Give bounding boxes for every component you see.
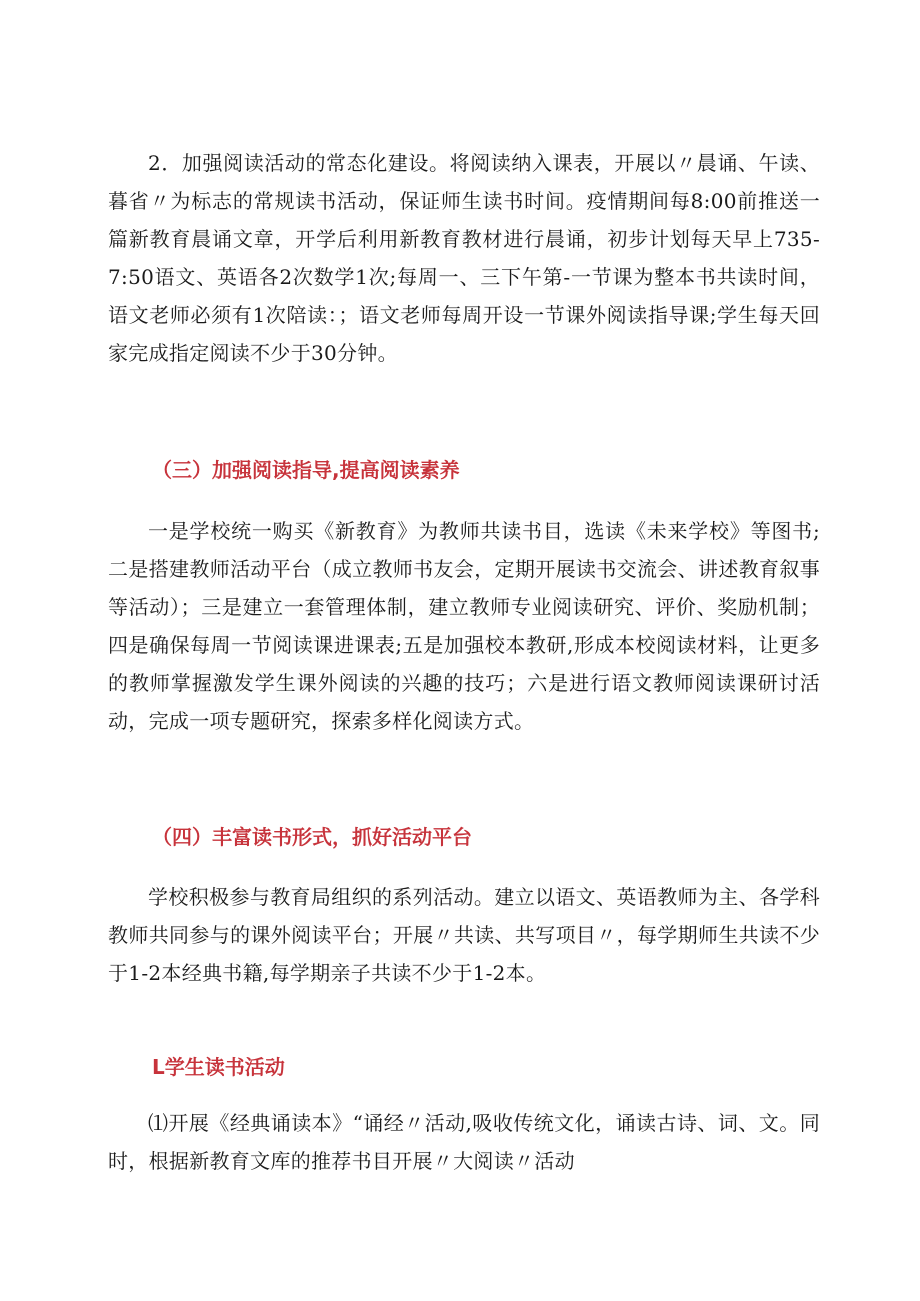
section-heading-student-activities: L学生读书活动 [152, 1055, 285, 1079]
paragraph-reading-routine: 2．加强阅读活动的常态化建设。将阅读纳入课表，开展以〃晨诵、午读、暮省〃为标志的常规读书活动，保证师生读书时间。疫情期间每8:00前推送一篇新教育晨诵文章，开学后利用新教育教材进行晨诵，初步计划每天早上735-7:50语文、英语各2次数学1次;每周一、三下午第-一节课为整本书共读时间，语文老师必须有1次陪读：；语文老师每周开设一节课外阅读指导课;学生每天回家完成指定阅读不少于30分钟。 [108, 151, 820, 365]
section-heading-reading-forms: （四）丰富读书形式，抓好活动平台 [152, 825, 472, 849]
paragraph-school-activities: 学校积极参与教育局组织的系列活动。建立以语文、英语教师为主、各学科教师共同参与的课外阅读平台；开展〃共读、共写项目〃，每学期师生共读不少于1-2本经典书籍,每学期亲子共读不少于1-2本。 [108, 885, 820, 985]
paragraph-teacher-reading: 一是学校统一购买《新教育》为教师共读书目，选读《未来学校》等图书;二是搭建教师活动平台（成立教师书友会，定期开展读书交流会、讲述教育叙事等活动）；三是建立一套管理体制，建立教师专业阅读研究、评价、奖励机制；四是确保每周一节阅读课进课表;五是加强校本教研,形成本校阅读材料，让更多的教师掌握激发学生课外阅读的兴趣的技巧；六是进行语文教师阅读课研讨活动，完成一项专题研究，探索多样化阅读方式。 [108, 519, 820, 733]
paragraph-classics-recitation: ⑴开展《经典诵读本》“诵经〃活动,吸收传统文化，诵读古诗、词、文。同时，根据新教育文库的推荐书目开展〃大阅读〃活动 [108, 1111, 820, 1173]
section-heading-reading-guidance: （三）加强阅读指导,提高阅读素养 [152, 458, 460, 482]
